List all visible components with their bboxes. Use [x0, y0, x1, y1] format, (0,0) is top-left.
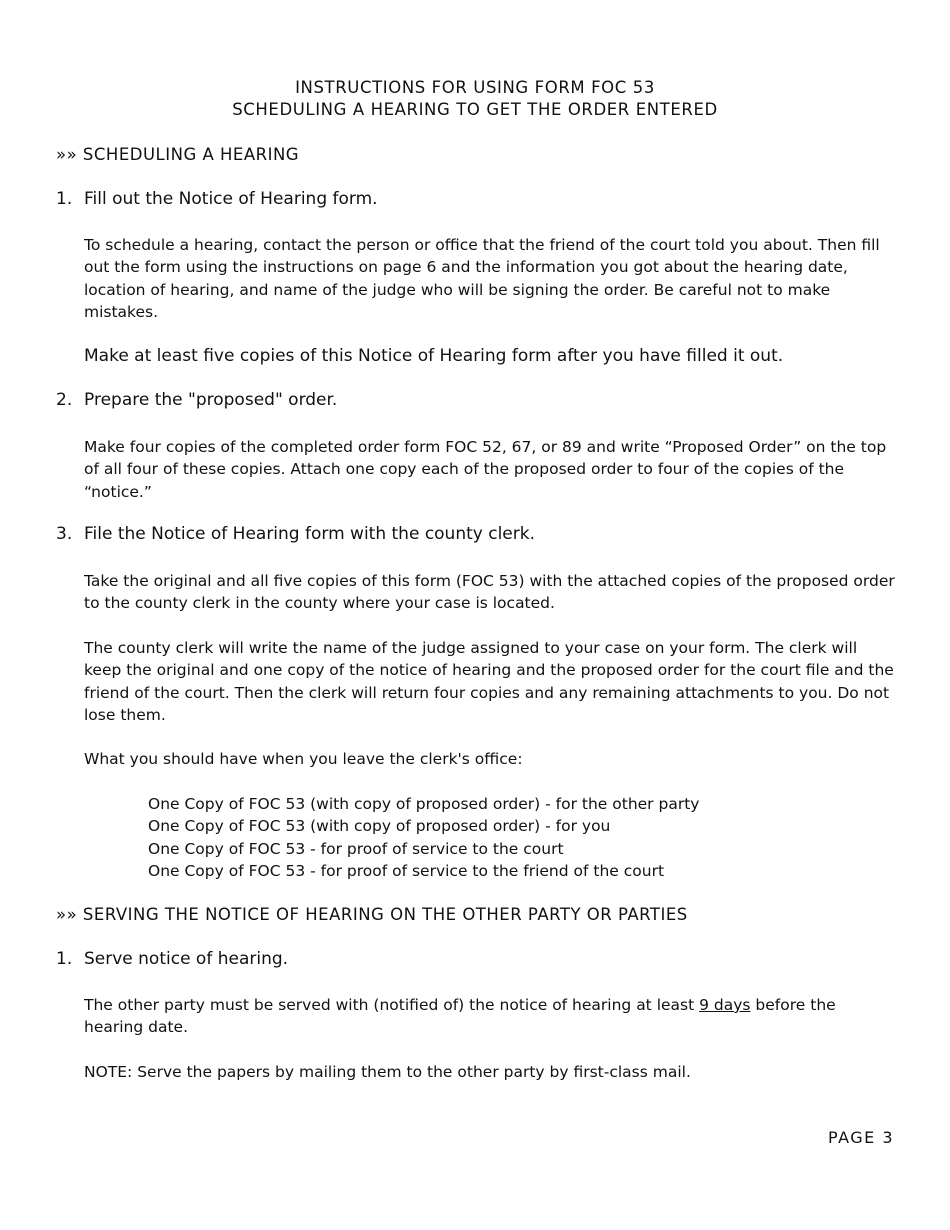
- document-title: [0, 77, 950, 121]
- section-heading-scheduling: »» SCHEDULING A HEARING: [56, 145, 300, 164]
- step-2-paragraph-1: Make four copies of the completed order form FOC 52, 67, or 89 and write “Proposed Order” on the top of all four of these copies. Attach one copy each of the proposed order to four of the copies of the “notice.”: [84, 438, 887, 501]
- list-item: One Copy of FOC 53 - for proof of service to the court: [148, 839, 564, 858]
- step-3-paragraph-3: What you should have when you leave the clerk's office:: [84, 750, 523, 768]
- title-line-1: INSTRUCTIONS FOR USING FORM FOC 53: [295, 78, 655, 97]
- list-item: One Copy of FOC 53 - for proof of service to the friend of the court: [148, 861, 665, 880]
- list-item: One Copy of FOC 53 (with copy of proposed order) - for the other party: [148, 795, 700, 813]
- step-2-heading: [56, 390, 337, 410]
- step-label: Serve notice of hearing.: [84, 949, 289, 969]
- serve-step-1-heading: [56, 949, 288, 969]
- paragraph-text: before the hearing date.: [84, 996, 836, 1037]
- underlined-deadline: 9 days: [699, 996, 751, 1014]
- step-3-heading: [56, 524, 535, 544]
- step-label: Fill out the Notice of Hearing form.: [84, 189, 378, 209]
- step-number: 2.: [56, 390, 73, 410]
- page-number: PAGE 3: [827, 1128, 894, 1147]
- step-number: 3.: [56, 524, 73, 544]
- serve-note: NOTE: Serve the papers by mailing them to the other party by first-class mail.: [84, 1063, 691, 1081]
- step-1-paragraph-1: To schedule a hearing, contact the person or office that the friend of the court told you about. Then fill out the form using the instructions on page 6 and the information you got about the hearing date, location of hearing, and name of the judge who will be signing the order. Be careful not to make mistakes.: [84, 236, 880, 321]
- title-line-2: SCHEDULING A HEARING TO GET THE ORDER ENTERED: [232, 100, 718, 119]
- step-number: 1.: [56, 189, 73, 209]
- copies-list: [148, 793, 699, 882]
- list-item: One Copy of FOC 53 (with copy of proposed order) - for you: [148, 817, 611, 836]
- section-heading-serving: »» SERVING THE NOTICE OF HEARING ON THE OTHER PARTY OR PARTIES: [56, 905, 688, 924]
- paragraph-text: The other party must be served with (notified of) the notice of hearing at least: [84, 996, 700, 1014]
- step-3-paragraph-1: Take the original and all five copies of this form (FOC 53) with the attached copies of the proposed order to the county clerk in the county where your case is located.: [84, 572, 895, 613]
- step-label: File the Notice of Hearing form with the county clerk.: [84, 524, 536, 544]
- step-number: 1.: [56, 949, 73, 969]
- step-1-paragraph-2: Make at least five copies of this Notice of Hearing form after you have filled it out.: [84, 346, 784, 366]
- serve-step-1-paragraph: [84, 994, 899, 1039]
- step-3-paragraph-2: The county clerk will write the name of the judge assigned to your case on your form. The clerk will keep the original and one copy of the notice of hearing and the proposed order for the court file and the friend of the court. Then the clerk will return four copies and any remaining attachments to you. Do not lose them.: [84, 639, 894, 724]
- step-1-heading: [56, 189, 378, 209]
- step-label: Prepare the "proposed" order.: [84, 390, 338, 410]
